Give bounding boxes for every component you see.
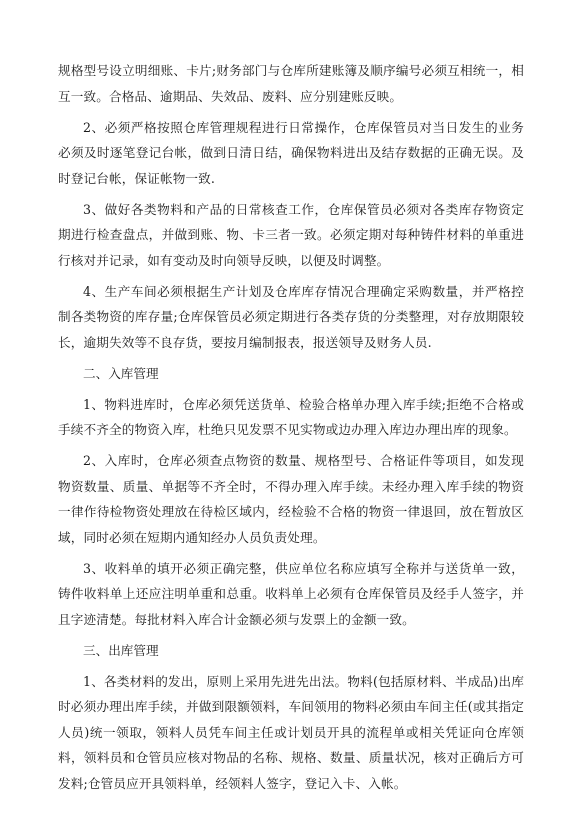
paragraph-inbound-1: 1、物料进库时，仓库必须凭送货单、检验合格单办理入库手续;拒绝不合格或手续不齐全的物资入库，杜绝只见发票不见实物或边办理入库边办理出库的现象。 bbox=[58, 396, 524, 437]
paragraph-item-2: 2、必须严格按照仓库管理规程进行日常操作，仓库保管员对当日发生的业务必须及时逐笔登记台帐，做到日清日结，确保物料进出及结存数据的正确无误。及时登记台帐，保证帐物一致. bbox=[58, 119, 524, 186]
document-page bbox=[58, 58, 524, 802]
paragraph-item-3: 3、做好各类物料和产品的日常核查工作，仓库保管员必须对各类库存物资定期进行检查盘点，并做到账、物、卡三者一致。必须定期对每种铸件材料的单重进行核对并记录，如有变动及时向领导反映，以便及时调整。 bbox=[58, 201, 524, 268]
section-heading-outbound: 三、出库管理 bbox=[83, 642, 159, 658]
paragraph-inbound-2: 2、入库时，仓库必须查点物资的数量、规格型号、合格证件等项目，如发现物资数量、质量、单据等不齐全时，不得办理入库手续。未经办理入库手续的物资一律作待检物资处理放在待检区域内，经检验不合格的物资一律退回，放在暂放区域，同时必须在短期内通知经办人员负责处理。 bbox=[58, 453, 524, 545]
section-heading-inbound: 二、入库管理 bbox=[83, 365, 159, 381]
paragraph-intro-continuation: 规格型号设立明细账、卡片;财务部门与仓库所建账簿及顺序编号必须互相统一，相互一致。合格品、逾期品、失效品、废料、应分别建账反映。 bbox=[58, 63, 524, 104]
paragraph-outbound-1: 1、各类材料的发出，原则上采用先进先出法。物料(包括原材料、半成品)出库时必须办理出库手续，并做到限额领料，车间领用的物料必须由车间主任(或其指定人员)统一领取，领料人员凭车间主任或计划员开具的流程单或相关凭证向仓库领料，领料员和仓管员应核对物品的名称、规格、数量、质量状况，核对正确后方可发料;仓管员应开具领料单，经领料人签字，登记入卡、入帐。 bbox=[58, 673, 524, 791]
paragraph-item-4: 4、生产车间必须根据生产计划及仓库库存情况合理确定采购数量，并严格控制各类物资的库存量;仓库保管员必须定期进行各类存货的分类整理，对存放期限较长，逾期失效等不良存货，要按月编制报表，报送领导及财务人员. bbox=[58, 283, 524, 350]
paragraph-inbound-3: 3、收料单的填开必须正确完整，供应单位名称应填写全称并与送货单一致，铸件收料单上还应注明单重和总重。收料单上必须有仓库保管员及经手人签字，并且字迹清楚。每批材料入库合计金额必须与发票上的金额一致。 bbox=[58, 560, 524, 627]
